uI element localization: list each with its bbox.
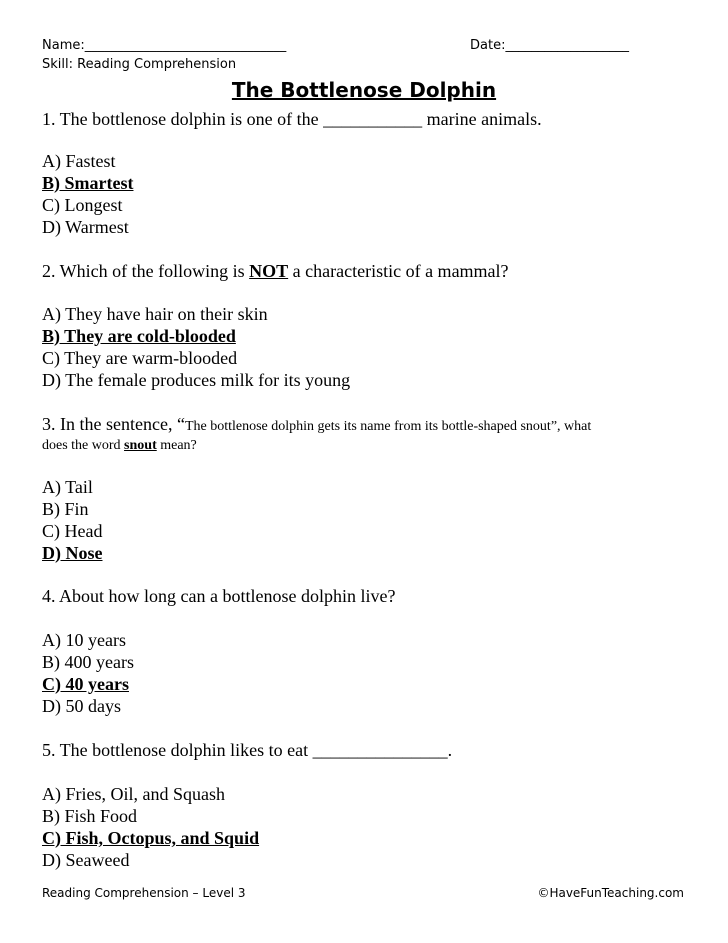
q1-option-d: D) Warmest: [42, 217, 129, 237]
q5-option-d: D) Seaweed: [42, 850, 130, 870]
q3-option-c: C) Head: [42, 521, 103, 541]
q3-option-a: A) Tail: [42, 477, 93, 497]
question-3-stem-line-1: [42, 414, 591, 435]
q2-option-c: C) They are warm-blooded: [42, 348, 238, 368]
skill-label: Skill: Reading Comprehension: [42, 57, 237, 72]
q2-option-a: A) They have hair on their skin: [42, 304, 268, 324]
q1-option-c: C) Longest: [42, 195, 123, 215]
date-field-label: Date:___________________: [470, 38, 629, 53]
footer-copyright: ©HaveFunTeaching.com: [537, 886, 684, 900]
q3-stem-start: 3. In the sentence, “: [42, 414, 185, 434]
q2-stem-start: 2. Which of the following is: [42, 261, 250, 281]
q4-option-d: D) 50 days: [42, 696, 121, 716]
q1-option-b-answer: B) Smartest: [42, 173, 134, 193]
q1-option-a: A) Fastest: [42, 151, 116, 171]
q3-stem-line2-start: does the word: [42, 438, 125, 453]
q3-quoted-sentence: The bottlenose dolphin gets its name from its bottle-shaped snout”, what: [184, 419, 592, 434]
footer-level-label: Reading Comprehension – Level 3: [42, 886, 246, 900]
q3-option-d-answer: D) Nose: [42, 543, 103, 563]
q5-option-a: A) Fries, Oil, and Squash: [42, 784, 225, 804]
question-3-stem-line-2: [42, 438, 197, 454]
question-5-stem: 5. The bottlenose dolphin likes to eat _______________.: [42, 740, 453, 760]
q3-option-b: B) Fin: [42, 499, 89, 519]
q3-stem-line2-end: mean?: [156, 438, 197, 453]
question-4-stem: 4. About how long can a bottlenose dolphin live?: [42, 586, 396, 606]
q3-emphasis-snout: snout: [124, 438, 157, 453]
question-2-stem: [42, 261, 509, 282]
q5-option-b: B) Fish Food: [42, 806, 138, 826]
q2-emphasis-not: NOT: [249, 261, 289, 281]
q2-stem-end: a characteristic of a mammal?: [288, 261, 509, 281]
q2-option-d: D) The female produces milk for its young: [42, 370, 351, 390]
name-field-label: Name:_______________________________: [42, 38, 287, 53]
question-1-stem: 1. The bottlenose dolphin is one of the ___________ marine animals.: [42, 109, 542, 129]
worksheet-title: The Bottlenose Dolphin: [231, 78, 497, 102]
q2-option-b-answer: B) They are cold-blooded: [42, 326, 236, 346]
q4-option-a: A) 10 years: [42, 630, 126, 650]
q4-option-c-answer: C) 40 years: [42, 674, 129, 694]
q4-option-b: B) 400 years: [42, 652, 134, 672]
q5-option-c-answer: C) Fish, Octopus, and Squid: [42, 828, 260, 848]
